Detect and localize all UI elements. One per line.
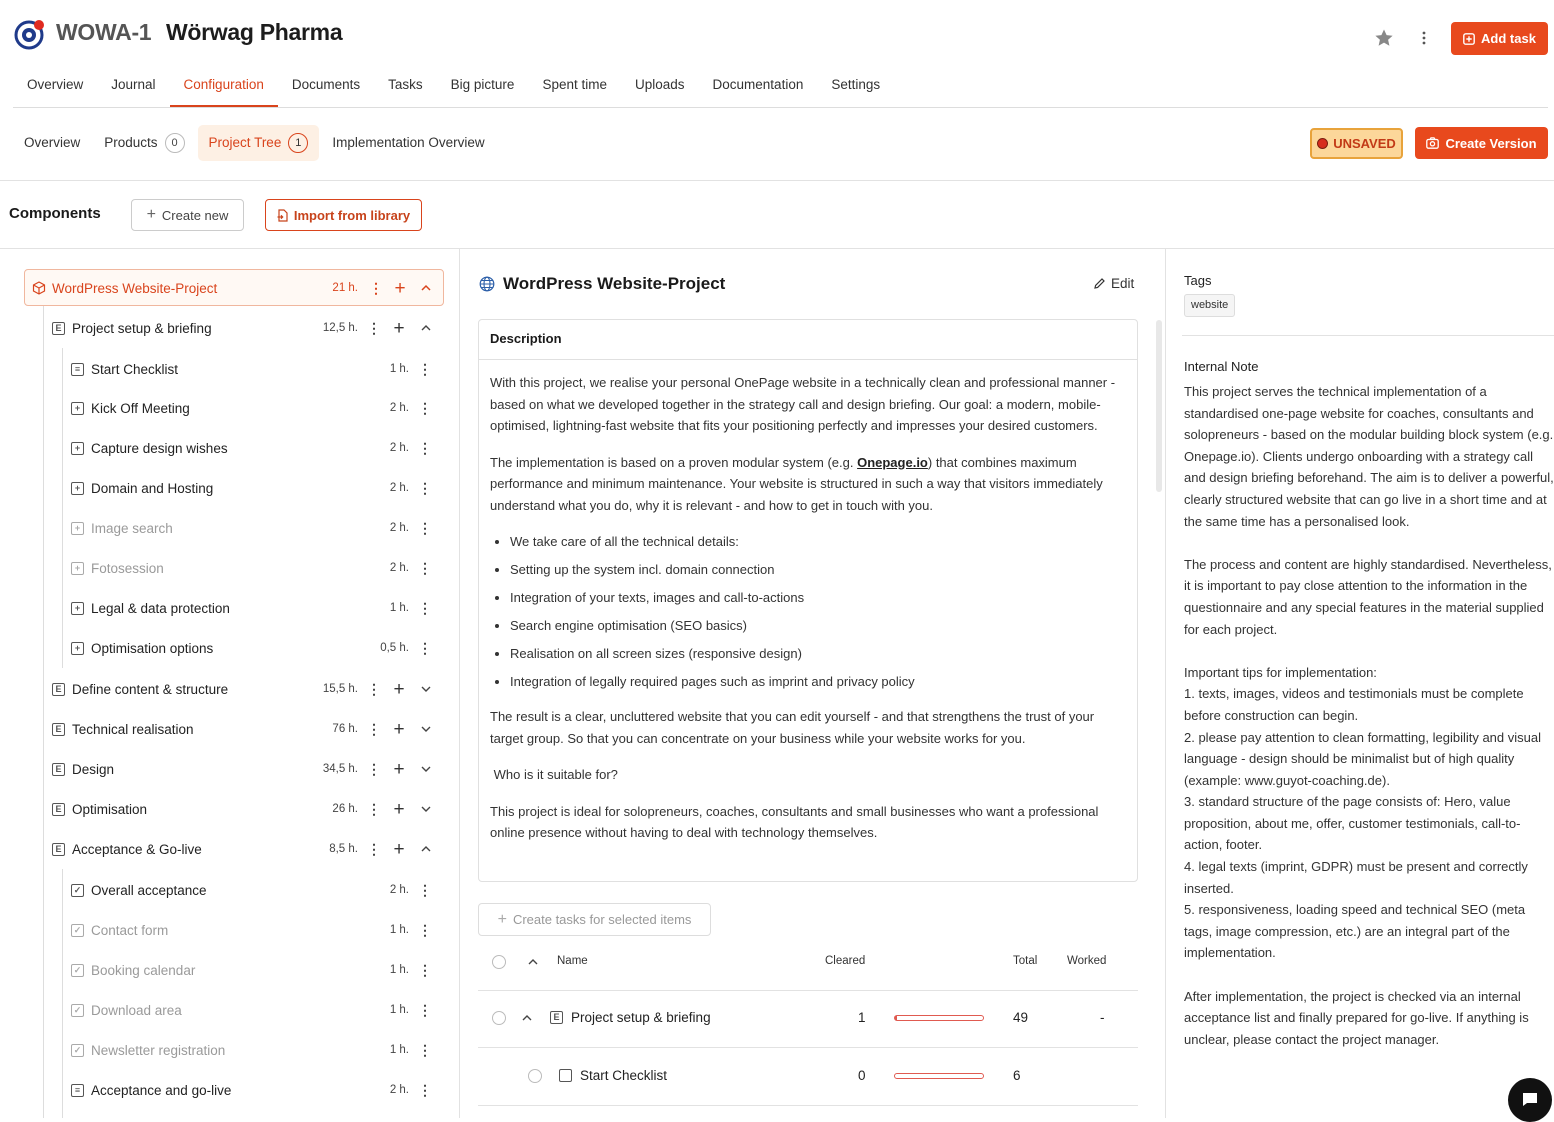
chevron-up-icon[interactable]: [419, 842, 433, 856]
chevron-up-icon[interactable]: [526, 955, 540, 969]
more-options-icon[interactable]: ⋮: [367, 841, 381, 857]
create-version-button[interactable]: [1415, 127, 1548, 159]
paragraph-text: The implementation is based on a proven modular system (e.g.: [490, 454, 858, 470]
subtab-label: Implementation Overview: [332, 135, 485, 150]
more-options-icon[interactable]: ⋮: [369, 280, 383, 296]
checkbox-icon: ✓: [71, 924, 84, 937]
row-total: 6: [1013, 1068, 1021, 1083]
chevron-up-icon[interactable]: [419, 321, 433, 335]
tree-item-label: Optimisation: [72, 801, 148, 817]
divider: [1182, 335, 1554, 336]
row-cleared: 0: [858, 1068, 866, 1083]
add-child-icon[interactable]: +: [394, 277, 406, 299]
tree-item[interactable]: [71, 870, 444, 910]
tree-item[interactable]: [52, 308, 444, 348]
plus-icon: +: [497, 910, 507, 928]
more-options-icon[interactable]: ⋮: [418, 882, 432, 898]
tab-documents[interactable]: Documents: [291, 77, 361, 92]
tag-chip[interactable]: website: [1184, 294, 1235, 317]
status-dot-icon: [1317, 138, 1328, 149]
epic-icon: E: [550, 1011, 563, 1024]
more-options-icon[interactable]: ⋮: [367, 681, 381, 697]
divider: [0, 180, 1554, 181]
edit-button[interactable]: [1093, 276, 1134, 291]
list-item: • We take care of all the technical details:: [510, 531, 1126, 552]
tab-settings[interactable]: Settings: [831, 77, 881, 92]
table-header: [478, 945, 1138, 991]
main-tabs: [13, 66, 1548, 108]
task-icon: +: [71, 482, 84, 495]
tree-item[interactable]: [71, 588, 444, 628]
tree-item[interactable]: [71, 950, 444, 990]
subtab-overview[interactable]: [13, 125, 91, 161]
tab-documentation[interactable]: Documentation: [712, 77, 804, 92]
row-name: Start Checklist: [580, 1068, 668, 1083]
tree-item-label: Overall acceptance: [91, 882, 207, 898]
row-cleared: 1: [858, 1010, 866, 1025]
hours-value: 0,5 h.: [380, 642, 409, 654]
detail-title: WordPress Website-Project: [503, 274, 726, 293]
hours-value: 2 h.: [389, 562, 409, 574]
progress-bar: [894, 1073, 984, 1079]
tree-item[interactable]: [52, 749, 444, 789]
tree-item-label: Booking calendar: [91, 962, 196, 978]
tree-item-label: Download area: [91, 1002, 182, 1018]
more-options-icon[interactable]: ⋮: [418, 1082, 432, 1098]
row-checkbox[interactable]: [492, 1011, 506, 1025]
tree-item-label: Capture design wishes: [91, 440, 228, 456]
add-task-button[interactable]: [1451, 22, 1548, 55]
column-header-worked: Worked: [1067, 955, 1107, 967]
hours-value: 34,5 h.: [322, 763, 358, 775]
select-all-checkbox[interactable]: [492, 955, 506, 969]
list-item: • Setting up the system incl. domain connection: [510, 559, 1126, 580]
column-header-total: Total: [1013, 955, 1038, 967]
add-child-icon[interactable]: +: [393, 758, 405, 780]
checkbox-icon: ✓: [71, 1004, 84, 1017]
unsaved-label: UNSAVED: [1333, 136, 1396, 151]
checklist-icon: ≡: [71, 1084, 84, 1097]
sub-tabs: [13, 125, 498, 161]
subtab-project-tree[interactable]: [198, 125, 320, 161]
more-options-icon[interactable]: ⋮: [418, 922, 432, 938]
internal-note-text: This project serves the technical implementation of a standardised one-page website for coaches, consultants and solopreneurs - based on the modular building block system (e.g. Onepage.io). Clients undergo onboarding with a strategy call and design briefing beforehand. The aim is to deliver a powerful, clearly structured website that can go live in a short time and at the same time has a personalised look. The process and content are highly standardised. Nevertheless, it is important to pay close attention to the information in the questionnaire and any special features in the material supplied for each project. Important tips for implementation: 1. texts, images, videos and testimonials must be complete before construction can begin. 2. please pay attention to clean formatting, legibility and visual language - design should be minimalist but of high quality (example: www.guyot-coaching.de). 3. standard structure of the page consists of: Hero, value proposition, about me, offer, customer testimonials, call-to-action, footer. 4. legal texts (imprint, GDPR) must be present and correctly inserted. 5. responsiveness, loading speed and technical SEO (meta tags, image compression, etc.) are an integral part of the implementation. After implementation, the project is checked via an internal acceptance list and finally prepared for go-live. If anything is unclear, please contact the project manager.: [1184, 384, 1554, 1047]
epic-icon: E: [52, 683, 65, 696]
tab-big-picture[interactable]: Big picture: [450, 77, 515, 92]
hours-value: 1 h.: [389, 964, 409, 976]
tab-tasks[interactable]: Tasks: [388, 77, 423, 92]
tree-item[interactable]: [71, 468, 444, 508]
tree-item[interactable]: [71, 548, 444, 588]
more-options-icon[interactable]: ⋮: [418, 640, 432, 656]
tree-root-row[interactable]: [32, 268, 444, 308]
tree-item[interactable]: [71, 349, 444, 389]
count-badge: 1: [288, 133, 308, 153]
tree-guide: [43, 306, 44, 1118]
create-new-button[interactable]: [131, 199, 244, 231]
list-item: • Realisation on all screen sizes (responsive design): [510, 643, 1126, 664]
subtab-implementation-overview[interactable]: [321, 125, 495, 161]
column-header-cleared: Cleared: [825, 955, 866, 967]
hours-value: 1 h.: [389, 363, 409, 375]
tree-item[interactable]: [71, 508, 444, 548]
tree-guide: [62, 348, 63, 668]
hours-value: 1 h.: [389, 924, 409, 936]
more-options-icon[interactable]: ⋮: [418, 1042, 432, 1058]
add-task-label: Add task: [1481, 31, 1536, 46]
chevron-down-icon[interactable]: [419, 682, 433, 696]
tree-item[interactable]: [52, 669, 444, 709]
tree-item[interactable]: [71, 910, 444, 950]
tree-item-label: Fotosession: [91, 560, 164, 576]
onepage-link[interactable]: Onepage.io: [857, 454, 928, 470]
tree-item[interactable]: [71, 428, 444, 468]
chevron-up-icon[interactable]: [520, 1011, 534, 1025]
task-icon: +: [71, 642, 84, 655]
tree-item[interactable]: [71, 628, 444, 668]
list-item: • Search engine optimisation (SEO basics): [510, 615, 1126, 636]
task-icon: +: [71, 522, 84, 535]
description-paragraph: This project is ideal for solopreneurs, coaches, consultants and small businesses who want a professional online presence without having to deal with technology themselves.: [490, 803, 1099, 840]
camera-icon: [1426, 137, 1439, 149]
add-child-icon[interactable]: +: [393, 798, 405, 820]
more-options-icon[interactable]: ⋮: [418, 1002, 432, 1018]
tree-item-label: Image search: [91, 520, 173, 536]
tree-item[interactable]: [52, 709, 444, 749]
tree-item-label: Contact form: [91, 922, 169, 938]
hours-value: 2 h.: [389, 442, 409, 454]
more-options-icon[interactable]: ⋮: [418, 520, 432, 536]
create-new-label: Create new: [161, 207, 229, 223]
hours-value: 1 h.: [389, 602, 409, 614]
subtab-label: Project Tree: [208, 135, 282, 150]
tree-item[interactable]: [71, 1030, 444, 1070]
subtab-label: Overview: [24, 135, 81, 150]
subtab-label: Products: [104, 135, 158, 150]
unsaved-status-badge: [1310, 128, 1403, 159]
hours-value: 26 h.: [332, 803, 358, 815]
tree-item-label: Start Checklist: [91, 361, 179, 377]
more-options-icon[interactable]: ⋮: [367, 761, 381, 777]
more-options-icon[interactable]: ⋮: [418, 361, 432, 377]
checkbox-icon: ✓: [71, 1044, 84, 1057]
tab-overview[interactable]: Overview: [27, 77, 84, 92]
project-code: WOWA-1: [56, 19, 152, 45]
checklist-icon: [559, 1069, 572, 1082]
add-child-icon[interactable]: +: [393, 718, 405, 740]
task-icon: +: [71, 442, 84, 455]
description-body: [479, 360, 1137, 871]
tree-item-label: Technical realisation: [72, 721, 194, 737]
more-options-icon[interactable]: ⋮: [367, 721, 381, 737]
hours-value: 2 h.: [389, 522, 409, 534]
chevron-down-icon[interactable]: [419, 722, 433, 736]
more-options-icon[interactable]: [1416, 30, 1432, 46]
checkbox-icon: ✓: [71, 884, 84, 897]
tree-item-label: Design: [72, 761, 115, 777]
chat-icon: [1521, 1090, 1539, 1108]
globe-icon: [479, 276, 495, 292]
import-from-library-button[interactable]: [265, 199, 422, 231]
task-icon: +: [71, 562, 84, 575]
description-paragraph: Who is it suitable for?: [490, 767, 618, 782]
more-options-icon[interactable]: ⋮: [367, 320, 381, 336]
epic-icon: E: [52, 843, 65, 856]
chevron-down-icon[interactable]: [419, 762, 433, 776]
create-version-label: Create Version: [1445, 135, 1537, 151]
plus-square-icon: [1463, 33, 1475, 45]
checkbox-icon: ✓: [71, 964, 84, 977]
more-options-icon[interactable]: ⋮: [418, 962, 432, 978]
tree-item-label: Acceptance and go-live: [91, 1082, 232, 1098]
file-import-icon: [277, 209, 288, 222]
import-label: Import from library: [293, 207, 411, 223]
add-child-icon[interactable]: +: [393, 678, 405, 700]
hours-value: 21 h.: [332, 282, 358, 294]
star-icon[interactable]: [1374, 28, 1394, 48]
hours-value: 8,5 h.: [329, 843, 358, 855]
epic-icon: E: [52, 322, 65, 335]
tree-guide: [62, 869, 63, 1118]
description-paragraph: [490, 452, 1126, 517]
feature-list: [510, 531, 1126, 692]
progress-fill: [895, 1016, 897, 1020]
tree-item-label: Project setup & briefing: [72, 320, 212, 336]
tree-item-label: Domain and Hosting: [91, 480, 214, 496]
chevron-down-icon[interactable]: [419, 802, 433, 816]
tab-journal[interactable]: Journal: [111, 77, 156, 92]
add-child-icon[interactable]: +: [393, 838, 405, 860]
epic-icon: E: [52, 723, 65, 736]
row-total: 49: [1013, 1010, 1029, 1025]
more-options-icon[interactable]: ⋮: [418, 560, 432, 576]
tree-item[interactable]: [71, 990, 444, 1030]
plus-icon: +: [146, 206, 156, 223]
scrollbar[interactable]: [1156, 320, 1162, 492]
tree-item[interactable]: [71, 388, 444, 428]
row-checkbox[interactable]: [528, 1069, 542, 1083]
hours-value: 76 h.: [332, 723, 358, 735]
progress-bar: [894, 1015, 984, 1021]
hours-value: 2 h.: [389, 482, 409, 494]
divider: [0, 248, 1554, 249]
internal-note-label: Internal Note: [1184, 359, 1259, 374]
count-badge: 0: [165, 133, 185, 153]
epic-icon: E: [52, 803, 65, 816]
row-name: Project setup & briefing: [571, 1010, 711, 1025]
description-panel: [478, 319, 1138, 882]
epic-icon: E: [52, 763, 65, 776]
tree-item-label: Newsletter registration: [91, 1042, 226, 1058]
project-name: Wörwag Pharma: [166, 19, 343, 45]
create-tasks-button[interactable]: [478, 903, 711, 936]
tab-uploads[interactable]: Uploads: [635, 77, 685, 92]
tree-item[interactable]: [52, 789, 444, 829]
subtab-products[interactable]: [93, 125, 195, 161]
hours-value: 15,5 h.: [322, 683, 358, 695]
tab-spent-time[interactable]: Spent time: [542, 77, 607, 92]
create-tasks-label: Create tasks for selected items: [512, 912, 692, 927]
hours-value: 2 h.: [389, 402, 409, 414]
tree-item-label: Kick Off Meeting: [91, 400, 190, 416]
divider: [459, 249, 460, 1118]
hours-value: 1 h.: [389, 1044, 409, 1056]
tree-item[interactable]: [52, 829, 444, 869]
row-worked: -: [1100, 1010, 1105, 1025]
tags-label: Tags: [1184, 273, 1212, 288]
tab-configuration[interactable]: Configuration: [170, 66, 278, 107]
company-logo: [14, 18, 46, 50]
tree-item-label: Optimisation options: [91, 640, 214, 656]
tree-item-label: Legal & data protection: [91, 600, 230, 616]
add-child-icon[interactable]: +: [393, 317, 405, 339]
more-options-icon[interactable]: ⋮: [367, 801, 381, 817]
column-header-name: Name: [557, 955, 588, 967]
hours-value: 2 h.: [389, 884, 409, 896]
more-options-icon[interactable]: ⋮: [418, 480, 432, 496]
tree-item-label: Define content & structure: [72, 681, 229, 697]
components-title: Components: [9, 205, 101, 222]
description-paragraph: The result is a clear, uncluttered website that you can edit yourself - and that strengthens the trust of your target group. So that you can concentrate on your business while your website works for you.: [490, 709, 1095, 746]
chevron-up-icon[interactable]: [419, 281, 433, 295]
checklist-icon: ≡: [71, 363, 84, 376]
hours-value: 12,5 h.: [322, 322, 358, 334]
more-options-icon[interactable]: ⋮: [418, 440, 432, 456]
list-item: • Integration of your texts, images and call-to-actions: [510, 587, 1126, 608]
task-icon: +: [71, 402, 84, 415]
paragraph-text: ) that combines maximum performance and minimum maintenance. Your website is structured in such a way that visitors immediately understand what you do, why it is relevant - and how to get in touch with you.: [490, 454, 1103, 513]
package-icon: [32, 281, 46, 295]
list-item: • Integration of legally required pages such as imprint and privacy policy: [510, 671, 1126, 692]
more-options-icon[interactable]: ⋮: [418, 400, 432, 416]
hours-value: 1 h.: [389, 1004, 409, 1016]
table-row[interactable]: [478, 990, 1138, 1048]
table-row[interactable]: [478, 1048, 1138, 1106]
divider: [1165, 249, 1166, 1118]
hours-value: 2 h.: [389, 1084, 409, 1096]
tree-root-label: WordPress Website-Project: [52, 280, 218, 296]
tree-item[interactable]: [71, 1070, 444, 1110]
more-options-icon[interactable]: ⋮: [418, 600, 432, 616]
description-heading: Description: [479, 320, 1137, 360]
edit-label: Edit: [1111, 276, 1135, 291]
description-paragraph: With this project, we realise your personal OnePage website in a technically clean and professional manner - based on what we developed together in the strategy call and design briefing. Our goal: a modern, mobile-optimised, lightning-fast website that fits your positioning perfectly and impresses your desired customers.: [490, 375, 1116, 433]
task-icon: +: [71, 602, 84, 615]
pencil-icon: [1093, 277, 1106, 290]
tree-item-label: Acceptance & Go-live: [72, 841, 202, 857]
chat-button[interactable]: [1508, 1078, 1552, 1122]
